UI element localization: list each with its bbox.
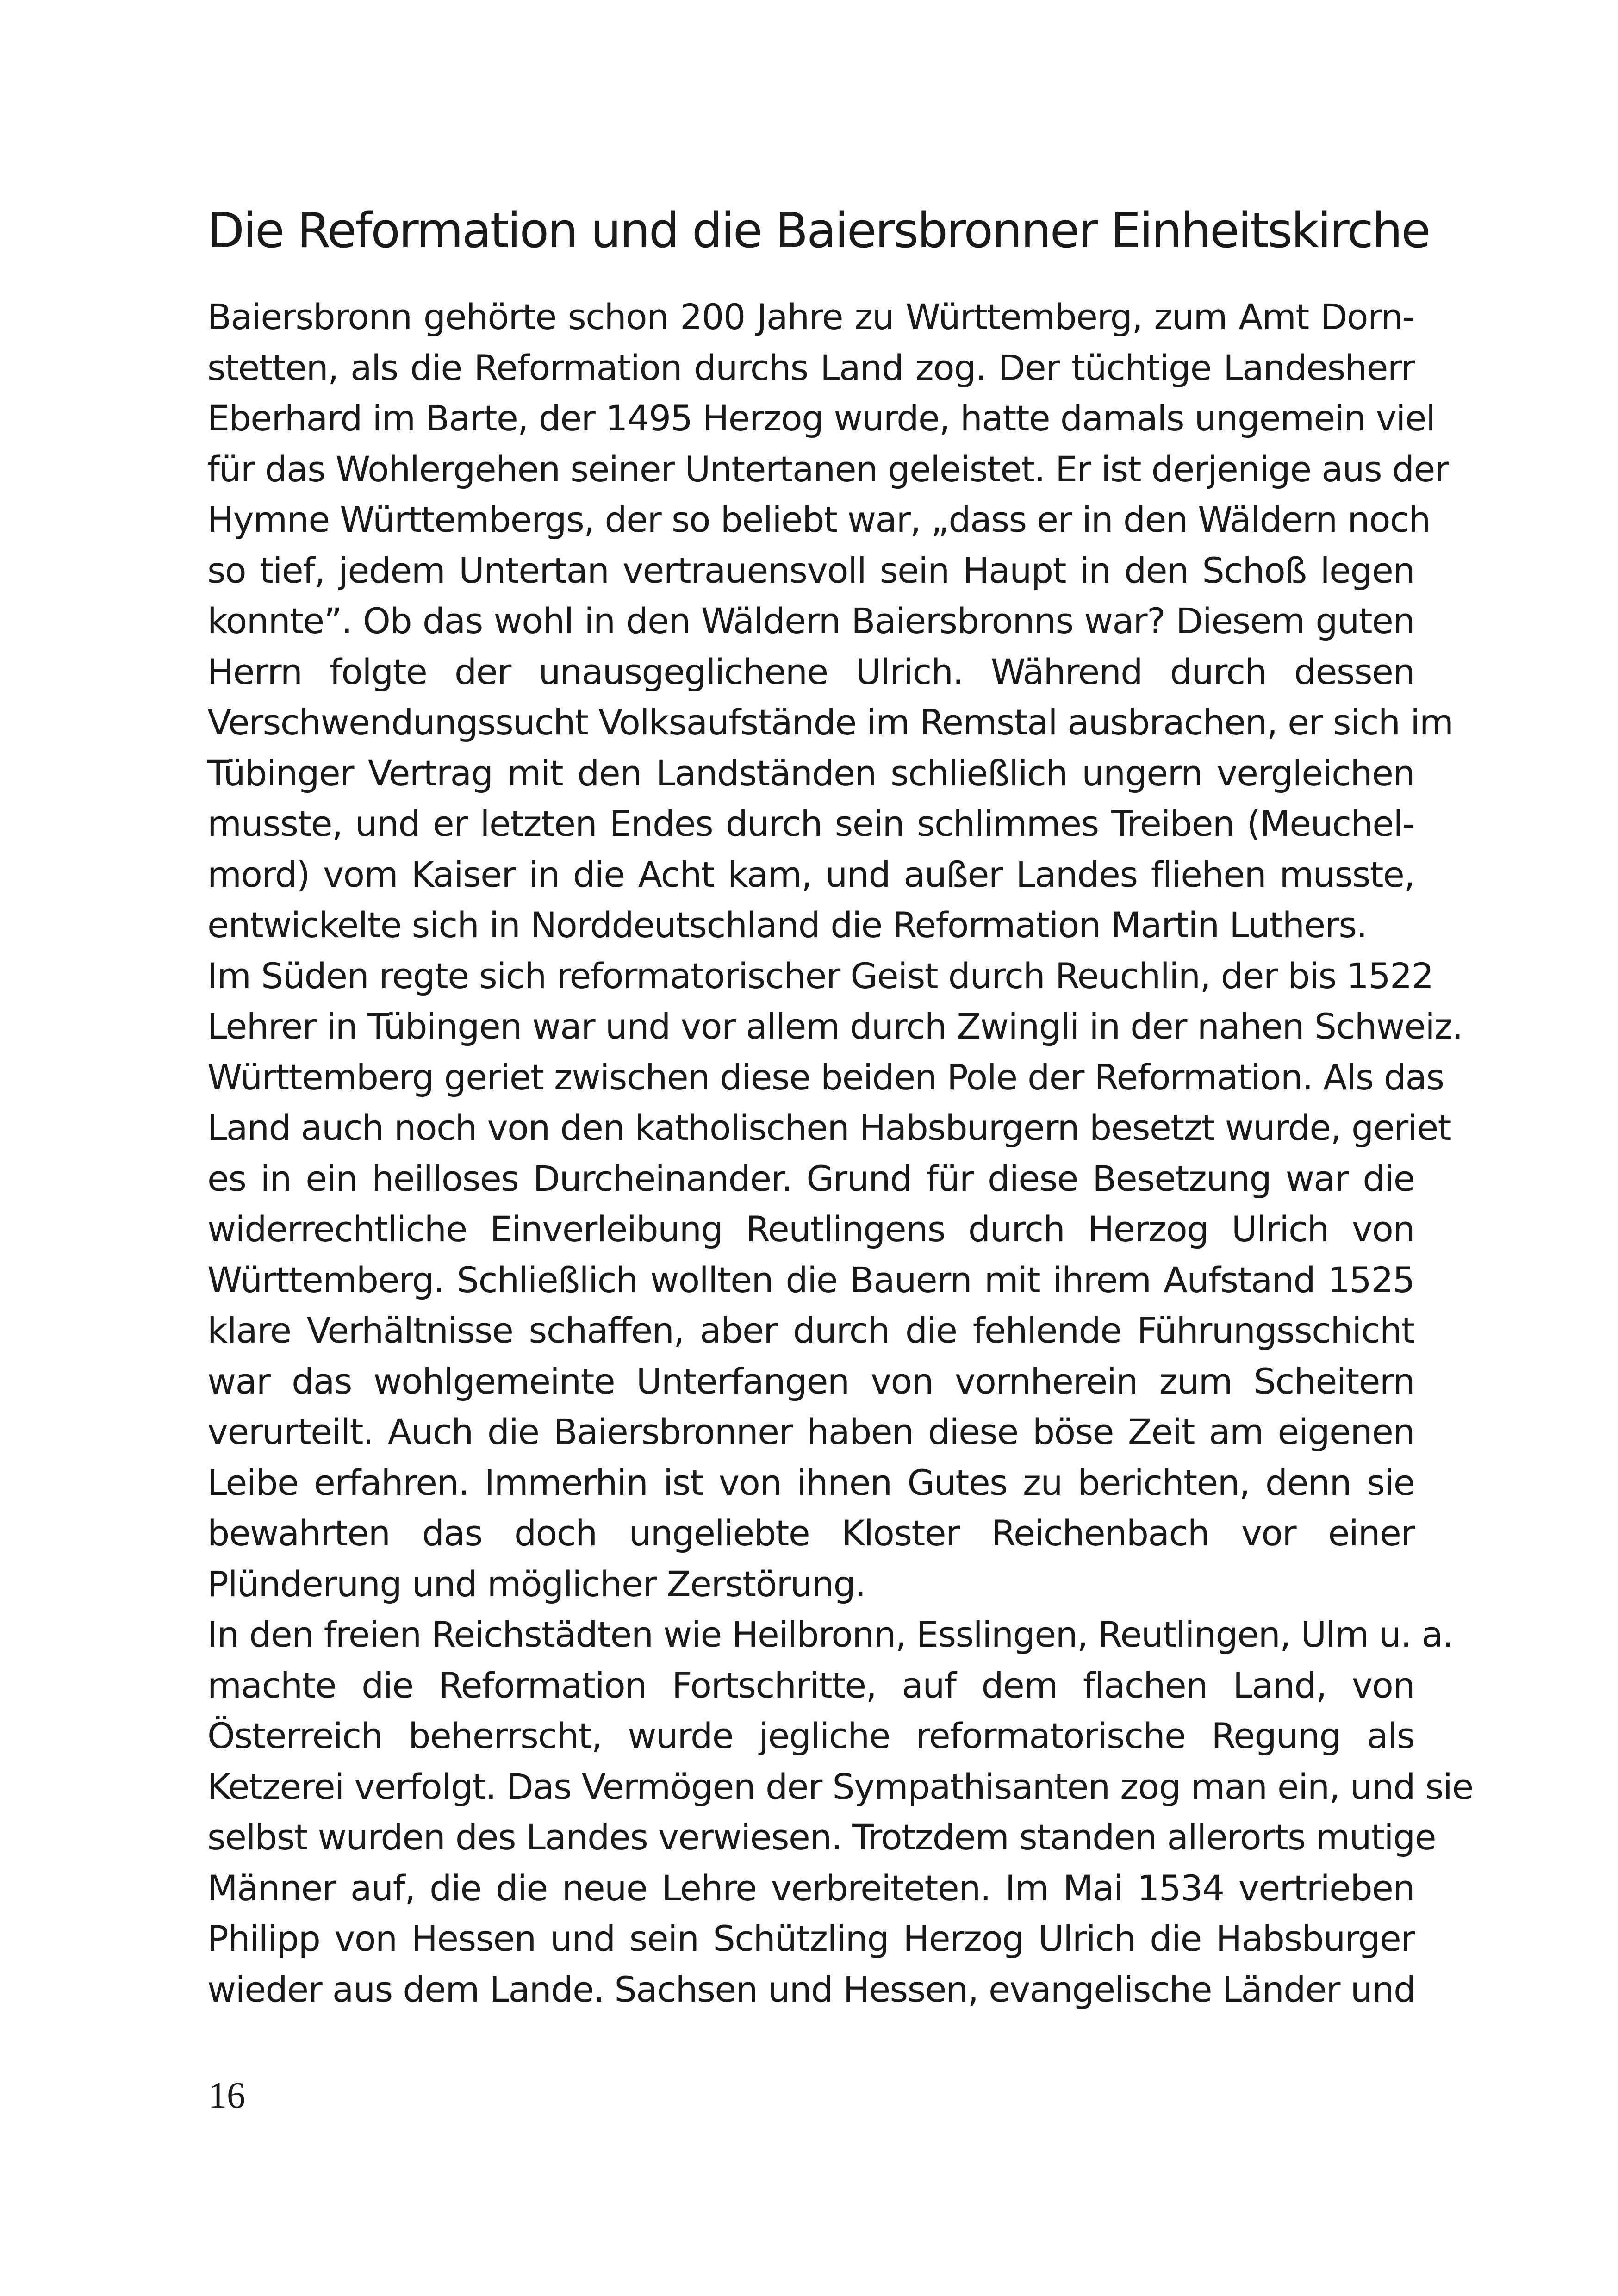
text-line: entwickelte sich in Norddeutschland die Reformation Martin Luthers. xyxy=(207,904,1367,946)
page-number: 16 xyxy=(208,2075,245,2116)
text-line: Im Süden regte sich reformatorischer Geist durch Reuchlin, der bis 1522 xyxy=(207,955,1433,996)
text-line: klare Verhältnisse schaffen, aber durch die fehlende Führungsschicht xyxy=(207,1310,1414,1351)
text-line: Ketzerei verfolgt. Das Vermögen der Sympathisanten zog man ein, und sie xyxy=(207,1766,1473,1807)
text-line: Österreich beherrscht, wurde jegliche reformatorische Regung als xyxy=(207,1715,1414,1756)
text-line: Baiersbronn gehörte schon 200 Jahre zu Württemberg, zum Amt Dorn- xyxy=(207,296,1414,337)
text-line: musste, und er letzten Endes durch sein schlimmes Treiben (Meuchel- xyxy=(207,803,1414,844)
text-line: Lehrer in Tübingen war und vor allem durch Zwingli in der nahen Schweiz. xyxy=(207,1006,1462,1047)
text-line: konnte”. Ob das wohl in den Wäldern Baiersbronns war? Diesem guten xyxy=(207,600,1414,641)
text-line: Verschwendungssucht Volksaufstände im Remstal ausbrachen, er sich im xyxy=(207,702,1453,743)
text-line: Hymne Württembergs, der so beliebt war, „dass er in den Wäldern noch xyxy=(207,499,1430,540)
text-line: es in ein heilloses Durcheinander. Grund für diese Besetzung war die xyxy=(207,1157,1414,1199)
text-line: für das Wohlergehen seiner Untertanen geleistet. Er ist derjenige aus der xyxy=(207,448,1449,490)
text-line: Philipp von Hessen und sein Schützling Herzog Ulrich die Habsburger xyxy=(207,1918,1414,1959)
body-text xyxy=(207,292,1473,2015)
text-line: wieder aus dem Lande. Sachsen und Hessen, evangelische Länder und xyxy=(207,1968,1415,2010)
text-line: Eberhard im Barte, der 1495 Herzog wurde, hatte damals ungemein viel xyxy=(207,398,1435,439)
text-line: Württemberg. Schließlich wollten die Bauern mit ihrem Aufstand 1525 xyxy=(207,1259,1414,1300)
text-line: Land auch noch von den katholischen Habsburgern besetzt wurde, geriet xyxy=(207,1107,1451,1148)
text-line: widerrechtliche Einverleibung Reutlingens durch Herzog Ulrich von xyxy=(207,1208,1414,1250)
text-line: Plünderung und möglicher Zerstörung. xyxy=(207,1563,866,1605)
text-line: In den freien Reichstädten wie Heilbronn, Esslingen, Reutlingen, Ulm u. a. xyxy=(207,1614,1453,1655)
text-line: Württemberg geriet zwischen diese beiden Pole der Reformation. Als das xyxy=(207,1056,1444,1098)
text-line: selbst wurden des Landes verwiesen. Trotzdem standen allerorts mutige xyxy=(207,1817,1436,1858)
text-line: Herrn folgte der unausgeglichene Ulrich. Während durch dessen xyxy=(207,651,1414,692)
text-line: stetten, als die Reformation durchs Land zog. Der tüchtige Landesherr xyxy=(207,347,1414,388)
text-line: Leibe erfahren. Immerhin ist von ihnen Gutes zu berichten, denn sie xyxy=(207,1462,1414,1503)
text-line: mord) vom Kaiser in die Acht kam, und außer Landes fliehen musste, xyxy=(207,853,1414,895)
text-line: war das wohlgemeinte Unterfangen von vornherein zum Scheitern xyxy=(207,1360,1414,1402)
text-line: Tübinger Vertrag mit den Landständen schließlich ungern vergleichen xyxy=(207,752,1414,794)
text-line: bewahrten das doch ungeliebte Kloster Reichenbach vor einer xyxy=(207,1512,1414,1554)
text-line: Männer auf, die die neue Lehre verbreiteten. Im Mai 1534 vertrieben xyxy=(207,1867,1414,1909)
page-title: Die Reformation und die Baiersbronner Einheitskirche xyxy=(207,202,1430,259)
text-line: so tief, jedem Untertan vertrauensvoll sein Haupt in den Schoß legen xyxy=(207,549,1414,591)
text-line: verurteilt. Auch die Baiersbronner haben diese böse Zeit am eigenen xyxy=(207,1411,1414,1452)
text-line: machte die Reformation Fortschritte, auf dem flachen Land, von xyxy=(207,1664,1414,1706)
